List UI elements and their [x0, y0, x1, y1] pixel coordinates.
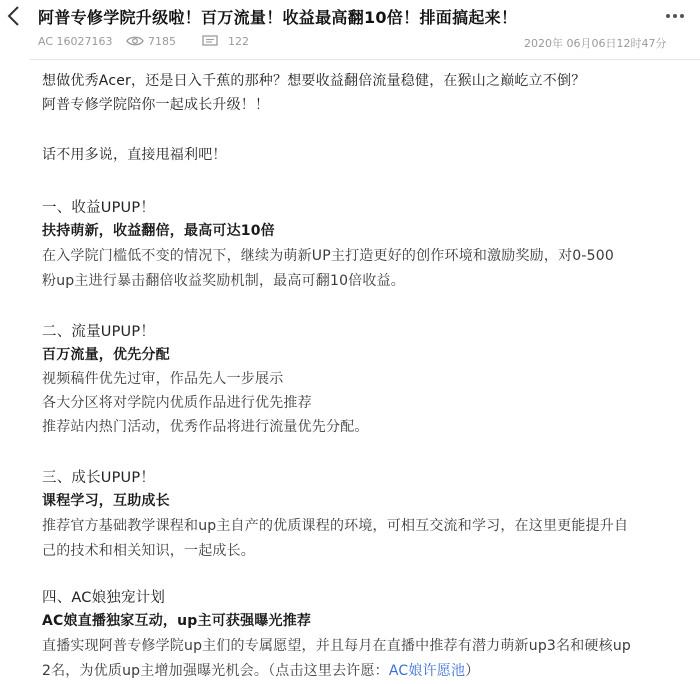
intro-line-3: 话不用多说，直接甩福利吧！: [42, 147, 227, 163]
section-1-paragraph-line-1: 在入学院门槛低不变的情况下，继续为萌新UP主打造更好的创作环境和激励奖励，对0-500: [42, 248, 614, 264]
article-header: [0, 0, 700, 34]
header-divider: [30, 59, 700, 60]
section-4-subtitle: AC娘直播独家互动，up主可获强曝光推荐: [42, 613, 312, 629]
section-1-subtitle: 扶持萌新，收益翻倍，最高可达10倍: [42, 223, 275, 239]
article-title: 阿普专修学院升级啦！百万流量！收益最高翻10倍！排面搞起来！: [38, 8, 518, 27]
intro-line-2: 阿普专修学院陪你一起成长升级！！: [42, 97, 270, 113]
chevron-left-icon[interactable]: [4, 4, 26, 28]
section-2-line-2: 各大分区将对学院内优质作品进行优先推荐: [42, 395, 312, 411]
section-3-paragraph-line-2: 己的技术和相关知识，一起成长。: [42, 543, 255, 559]
section-3-title: 三、成长UPUP！: [42, 470, 156, 486]
intro-line-1: 想做优秀Acer，还是日入千蕉的那种？想要收益翻倍流量稳健，在猴山之巅屹立不倒？: [42, 73, 586, 89]
section-2-subtitle: 百万流量，优先分配: [42, 347, 170, 363]
article-meta: [38, 34, 698, 52]
section-3-subtitle: 课程学习，互助成长: [42, 493, 170, 509]
section-4-paragraph-text: 2名，为优质up主增加强曝光机会。（点击这里去许愿：: [42, 663, 389, 679]
publish-date: 2020年 06月06日12时47分: [524, 37, 667, 50]
section-4-paragraph-line-1: 直播实现阿普专修学院up主们的专属愿望，并且每月在直播中推荐有潜力萌新up3名和硬核up: [42, 638, 631, 654]
section-1-title: 一、收益UPUP！: [42, 200, 156, 216]
section-2-line-1: 视频稿件优先过审，作品先人一步展示: [42, 371, 284, 387]
section-4-title: 四、AC娘独宠计划: [42, 590, 166, 606]
comment-count: 122: [228, 35, 249, 48]
ac-id: AC 16027163: [38, 35, 113, 48]
section-2-title: 二、流量UPUP！: [42, 324, 156, 340]
view-count: 7185: [148, 35, 176, 48]
section-2-line-3: 推荐站内热门活动，优秀作品将进行流量优先分配。: [42, 419, 369, 435]
wish-pool-link[interactable]: AC娘许愿池: [388, 663, 466, 679]
eye-icon: [126, 35, 144, 47]
more-dots-icon[interactable]: [660, 6, 690, 26]
comment-icon: [202, 35, 218, 48]
section-4-paragraph-close: ）: [465, 663, 480, 679]
section-4-paragraph-line-2: [42, 660, 479, 680]
section-1-paragraph-line-2: 粉up主进行暴击翻倍收益奖励机制，最高可翻10倍收益。: [42, 273, 405, 289]
section-3-paragraph-line-1: 推荐官方基础教学课程和up主自产的优质课程的环境，可相互交流和学习，在这里更能提升自: [42, 518, 629, 534]
